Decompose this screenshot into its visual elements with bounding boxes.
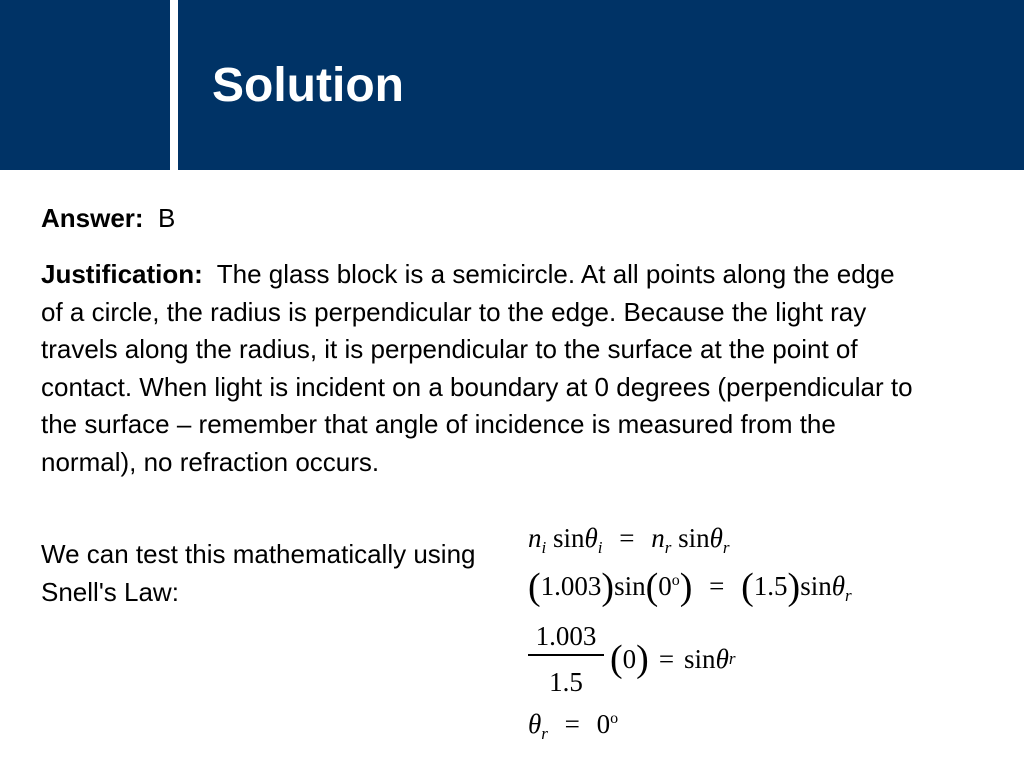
- eq3-sin: sin: [684, 644, 716, 674]
- eq1-n-r: n: [651, 523, 665, 553]
- justification-text: The glass block is a semicircle. At all points along the edge of a circle, the radius is perpendicular to the edge. Because the light ray travels along the radius, it is perpendicular to the surface at the point of contact. When light is incident on a boundary at 0 degrees (perpendicular to the surface – remember that angle of incidence is measured from the normal), no refraction occurs.: [41, 259, 913, 477]
- snells-law-intro: We can test this mathematically using Snell's Law:: [41, 539, 476, 607]
- eq1-sub-r: r: [664, 538, 672, 557]
- eq2-theta: θ: [831, 571, 845, 601]
- slide-title: Solution: [212, 59, 404, 112]
- justification-label: Justification:: [41, 259, 203, 289]
- eq1-sub-r-2: r: [722, 538, 730, 557]
- eq3-fraction: [528, 620, 604, 698]
- equation-substitution: (1.003)sin(0$^o$) = (1.5)sinθ$_r$: [528, 566, 852, 608]
- justification-paragraph: [41, 256, 921, 481]
- eq1-n-i: n: [528, 523, 542, 553]
- eq4-degree: o: [610, 710, 619, 727]
- eq3-theta: θ: [715, 644, 729, 674]
- answer-value: B: [158, 203, 176, 233]
- slide-header: [0, 0, 1024, 170]
- eq3-zero: 0: [622, 644, 637, 674]
- eq4-theta: θ: [528, 709, 542, 739]
- equation-snells-law: [528, 522, 730, 557]
- eq2-sub-r: r: [844, 586, 852, 605]
- eq3-denominator: 1.5: [549, 667, 583, 697]
- eq1-equals: =: [619, 523, 635, 553]
- eq2-equals: =: [709, 571, 725, 601]
- eq2-sin-1: sin: [614, 571, 646, 601]
- eq3-equals: =: [658, 644, 675, 674]
- eq2-n1: 1.003: [540, 571, 602, 601]
- eq1-sin-1: sin: [552, 523, 585, 553]
- eq1-theta-1: θ: [584, 523, 598, 553]
- eq1-sub-i: i: [541, 538, 547, 557]
- eq4-zero: 0: [596, 709, 611, 739]
- eq4-sub-r: r: [541, 724, 548, 743]
- eq2-n2: 1.5: [753, 571, 788, 601]
- eq3-numerator: 1.003: [535, 621, 597, 651]
- answer-label: Answer:: [41, 203, 144, 233]
- header-divider: [170, 0, 178, 170]
- equation-result: [528, 708, 619, 743]
- answer-line: [41, 201, 175, 235]
- eq1-sub-i-2: i: [597, 538, 603, 557]
- eq2-zero: 0: [658, 571, 672, 601]
- eq2-sin-2: sin: [800, 571, 832, 601]
- eq2-degree: o: [671, 572, 680, 589]
- equation-fraction: $\frac{1.003}{1.5}$ ( 0 ) = sin θ r: [528, 620, 735, 698]
- eq3-sub-r: r: [728, 649, 736, 668]
- eq4-equals: =: [564, 709, 580, 739]
- eq1-theta-2: θ: [709, 523, 723, 553]
- eq1-sin-2: sin: [678, 523, 710, 553]
